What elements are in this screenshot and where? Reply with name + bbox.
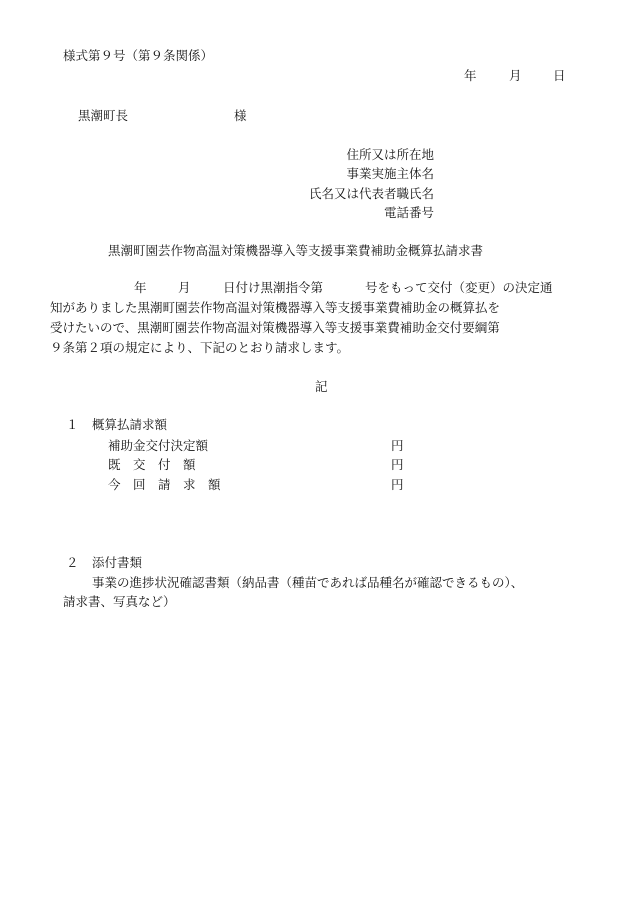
body-line-3: 受けたいので、黒潮町園芸作物高温対策機器導入等支援事業費補助金交付要綱第 (50, 320, 500, 335)
applicant-address-label: 住所又は所在地 (346, 147, 434, 162)
row-unit-paid: 円 (391, 457, 404, 472)
section-2-title: 添付書類 (92, 555, 143, 570)
applicant-name-label: 氏名又は代表者職氏名 (308, 185, 434, 201)
applicant-phone-label: 電話番号 (383, 204, 434, 220)
body-month: 月 (178, 280, 191, 295)
row-label-decision: 補助金交付決定額 (108, 438, 209, 453)
row-unit-request: 円 (391, 477, 404, 492)
body-line-1a: 日付け黒潮指令第 (223, 280, 324, 295)
row-label-request: 今 回 請 求 額 (108, 477, 221, 492)
section-1-title: 概算払請求額 (92, 417, 168, 432)
row-label-paid: 既 交 付 額 (108, 457, 196, 472)
addressee-honorific: 様 (234, 108, 247, 123)
row-unit-decision: 円 (391, 438, 404, 453)
section-2-line-1: 事業の進捗状況確認書類（納品書（種苗であれば品種名が確認できるもの）、 (92, 575, 524, 590)
applicant-block (309, 149, 434, 226)
form-number: 様式第９号（第９条関係） (63, 48, 214, 63)
date-year: 年 (464, 68, 477, 83)
document-title: 黒潮町園芸作物高温対策機器導入等支援事業費補助金概算払請求書 (108, 243, 484, 258)
date-month: 月 (509, 68, 522, 83)
section-2-line-2: 請求書、写真など） (63, 594, 176, 609)
date-day: 日 (553, 68, 566, 83)
section-2-number: ２ (66, 555, 79, 570)
addressee-name: 黒潮町長 (78, 108, 129, 123)
body-line-2: 知がありました黒潮町園芸作物高温対策機器導入等支援事業費補助金の概算払を (50, 300, 501, 315)
body-year: 年 (134, 280, 147, 295)
body-line-4: ９条第２項の規定により、下記のとおり請求します。 (50, 340, 350, 355)
applicant-entity-label: 事業実施主体名 (346, 166, 434, 182)
body-line-1b: 号をもって交付（変更）の決定通 (365, 280, 553, 295)
ki-heading: 記 (315, 379, 328, 394)
section-1-number: １ (66, 417, 79, 432)
